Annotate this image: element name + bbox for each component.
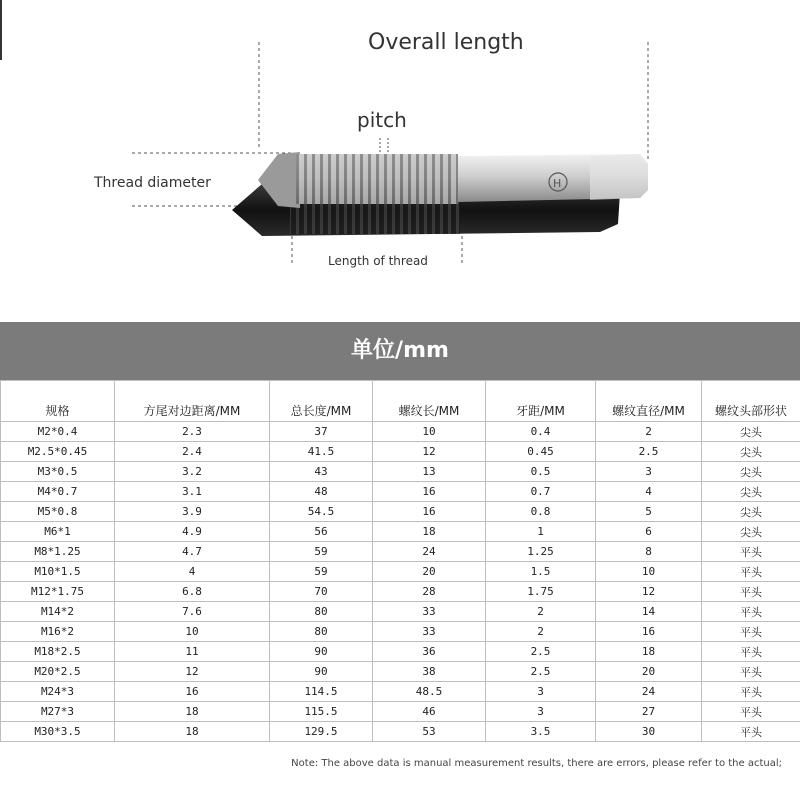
table-cell: 1.5 <box>486 562 596 582</box>
table-cell: 114.5 <box>270 682 373 702</box>
table-cell: 0.8 <box>486 502 596 522</box>
table-cell: 16 <box>596 622 702 642</box>
table-cell: 10 <box>373 422 486 442</box>
table-cell: 48 <box>270 482 373 502</box>
table-row <box>1 722 800 742</box>
table-row <box>1 522 800 542</box>
table-cell: 48.5 <box>373 682 486 702</box>
table-cell: 2.5 <box>596 442 702 462</box>
table-cell: 10 <box>596 562 702 582</box>
table-cell: 90 <box>270 642 373 662</box>
table-cell: 尖头 <box>702 442 800 462</box>
table-cell: 90 <box>270 662 373 682</box>
table-cell: 7.6 <box>115 602 270 622</box>
table-cell: M6*1 <box>1 522 115 542</box>
table-cell: 33 <box>373 622 486 642</box>
table-cell: 28 <box>373 582 486 602</box>
table-cell: 80 <box>270 602 373 622</box>
table-cell: 24 <box>596 682 702 702</box>
table-cell: 平头 <box>702 702 800 722</box>
table-cell: 0.4 <box>486 422 596 442</box>
table-cell: M8*1.25 <box>1 542 115 562</box>
table-cell: 3.5 <box>486 722 596 742</box>
table-cell: M16*2 <box>1 622 115 642</box>
table-cell: M4*0.7 <box>1 482 115 502</box>
table-cell: 12 <box>373 442 486 462</box>
table-cell: 4.9 <box>115 522 270 542</box>
table-cell: M18*2.5 <box>1 642 115 662</box>
table-cell: 2 <box>486 622 596 642</box>
table-cell: 平头 <box>702 642 800 662</box>
table-cell: 16 <box>115 682 270 702</box>
table-cell: 30 <box>596 722 702 742</box>
table-header-row <box>1 381 800 422</box>
table-cell: 20 <box>596 662 702 682</box>
table-cell: 24 <box>373 542 486 562</box>
table-cell: 10 <box>115 622 270 642</box>
table-cell: 0.7 <box>486 482 596 502</box>
svg-text:H: H <box>553 177 562 190</box>
table-cell: 1 <box>486 522 596 542</box>
spec-table <box>0 380 800 742</box>
table-cell: 18 <box>115 702 270 722</box>
table-cell: 13 <box>373 462 486 482</box>
table-cell: M20*2.5 <box>1 662 115 682</box>
table-cell: 59 <box>270 562 373 582</box>
table-cell: 平头 <box>702 542 800 562</box>
table-cell: 平头 <box>702 682 800 702</box>
table-cell: 27 <box>596 702 702 722</box>
overall-length-label: Overall length <box>368 30 524 55</box>
table-cell: 16 <box>373 482 486 502</box>
table-cell: 129.5 <box>270 722 373 742</box>
table-cell: 平头 <box>702 582 800 602</box>
table-cell: 18 <box>115 722 270 742</box>
table-cell: 平头 <box>702 662 800 682</box>
table-row <box>1 562 800 582</box>
table-cell: M27*3 <box>1 702 115 722</box>
table-cell: 38 <box>373 662 486 682</box>
table-row <box>1 602 800 622</box>
table-cell: 2.4 <box>115 442 270 462</box>
table-cell: 12 <box>596 582 702 602</box>
table-cell: 4.7 <box>115 542 270 562</box>
unit-banner: 单位/mm <box>0 322 800 380</box>
table-cell: 37 <box>270 422 373 442</box>
table-cell: 1.25 <box>486 542 596 562</box>
table-cell: M12*1.75 <box>1 582 115 602</box>
table-cell: 0.5 <box>486 462 596 482</box>
table-cell: 53 <box>373 722 486 742</box>
table-row <box>1 682 800 702</box>
table-cell: 2 <box>596 422 702 442</box>
table-row <box>1 622 800 642</box>
table-row <box>1 702 800 722</box>
thread-diameter-label: Thread diameter <box>94 175 211 191</box>
table-cell: 平头 <box>702 602 800 622</box>
table-cell: 8 <box>596 542 702 562</box>
table-cell: 18 <box>373 522 486 542</box>
table-cell: 2.5 <box>486 642 596 662</box>
note-text: Note: The above data is manual measurement results, there are errors, please refer to the actual; <box>291 758 782 769</box>
table-cell: 12 <box>115 662 270 682</box>
table-row <box>1 422 800 442</box>
table-cell: M14*2 <box>1 602 115 622</box>
table-cell: 6.8 <box>115 582 270 602</box>
table-cell: 4 <box>596 482 702 502</box>
table-cell: 80 <box>270 622 373 642</box>
table-cell: 尖头 <box>702 482 800 502</box>
table-cell: 2 <box>486 602 596 622</box>
table-row <box>1 582 800 602</box>
table-cell: 18 <box>596 642 702 662</box>
table-cell: 平头 <box>702 722 800 742</box>
column-header: 螺纹头部形状 <box>702 381 800 422</box>
table-cell: M24*3 <box>1 682 115 702</box>
pitch-label: pitch <box>357 108 407 132</box>
table-cell: 20 <box>373 562 486 582</box>
table-cell: 4 <box>115 562 270 582</box>
table-cell: M2*0.4 <box>1 422 115 442</box>
table-cell: 36 <box>373 642 486 662</box>
table-cell: 43 <box>270 462 373 482</box>
column-header: 牙距/MM <box>486 381 596 422</box>
table-cell: 1.75 <box>486 582 596 602</box>
table-row <box>1 542 800 562</box>
table-cell: 11 <box>115 642 270 662</box>
table-cell: 14 <box>596 602 702 622</box>
table-cell: 59 <box>270 542 373 562</box>
table-cell: 2.3 <box>115 422 270 442</box>
column-header: 总长度/MM <box>270 381 373 422</box>
table-cell: 0.45 <box>486 442 596 462</box>
table-body <box>1 422 800 742</box>
table-cell: 70 <box>270 582 373 602</box>
table-cell: 56 <box>270 522 373 542</box>
column-header: 方尾对边距离/MM <box>115 381 270 422</box>
table-cell: 2.5 <box>486 662 596 682</box>
table-cell: 46 <box>373 702 486 722</box>
table-cell: 3 <box>486 702 596 722</box>
table-cell: 3.9 <box>115 502 270 522</box>
column-header: 规格 <box>1 381 115 422</box>
table-row <box>1 442 800 462</box>
table-cell: M5*0.8 <box>1 502 115 522</box>
table-cell: 尖头 <box>702 502 800 522</box>
table-row <box>1 462 800 482</box>
table-cell: 尖头 <box>702 522 800 542</box>
column-header: 螺纹长/MM <box>373 381 486 422</box>
table-cell: 16 <box>373 502 486 522</box>
length-of-thread-label: Length of thread <box>328 254 428 268</box>
column-header: 螺纹直径/MM <box>596 381 702 422</box>
table-row <box>1 642 800 662</box>
table-cell: M10*1.5 <box>1 562 115 582</box>
table-row <box>1 662 800 682</box>
table-cell: 平头 <box>702 622 800 642</box>
table-cell: 54.5 <box>270 502 373 522</box>
table-row <box>1 482 800 502</box>
table-cell: 尖头 <box>702 422 800 442</box>
table-cell: 3 <box>596 462 702 482</box>
table-cell: M2.5*0.45 <box>1 442 115 462</box>
table-cell: 6 <box>596 522 702 542</box>
table-cell: 3.2 <box>115 462 270 482</box>
table-cell: M3*0.5 <box>1 462 115 482</box>
table-row <box>1 502 800 522</box>
table-cell: 33 <box>373 602 486 622</box>
table-cell: M30*3.5 <box>1 722 115 742</box>
table-cell: 平头 <box>702 562 800 582</box>
table-cell: 尖头 <box>702 462 800 482</box>
table-cell: 41.5 <box>270 442 373 462</box>
table-cell: 115.5 <box>270 702 373 722</box>
table-cell: 3.1 <box>115 482 270 502</box>
table-cell: 3 <box>486 682 596 702</box>
table-cell: 5 <box>596 502 702 522</box>
